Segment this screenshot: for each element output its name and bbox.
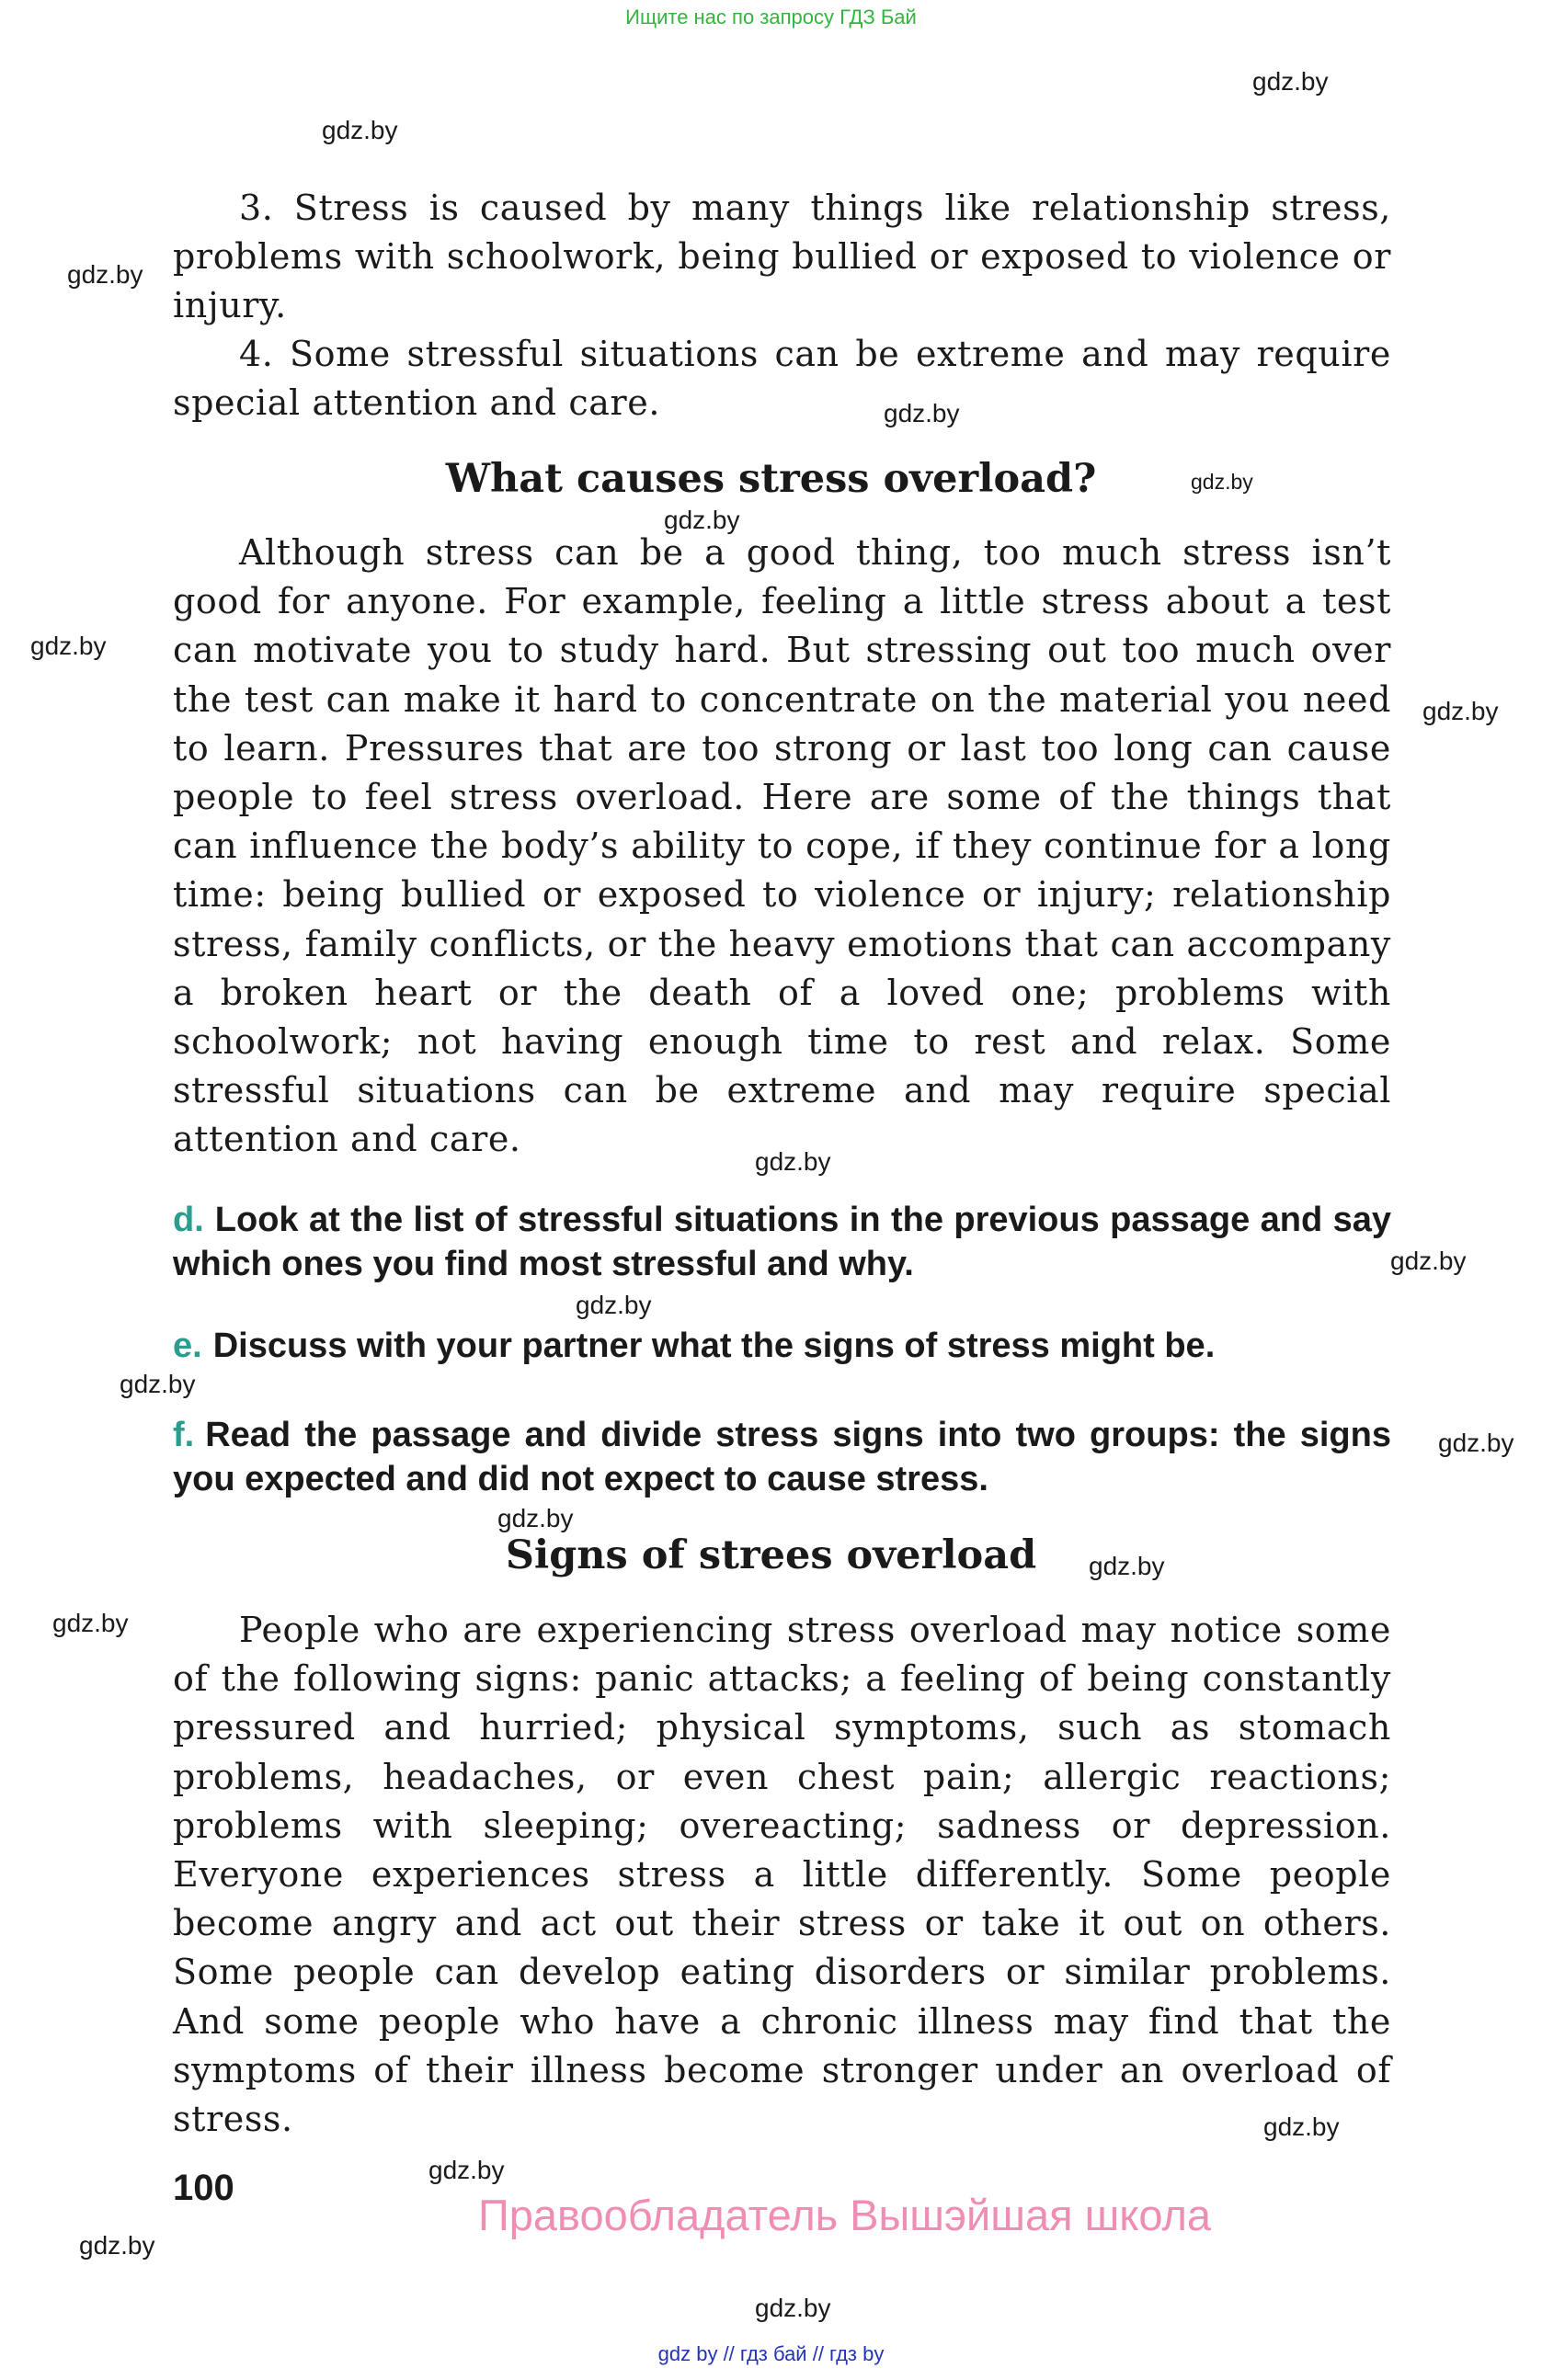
task-f-letter: f. [173, 1416, 195, 1454]
task-d-letter: d. [173, 1201, 204, 1239]
watermark: gdz.by [428, 2156, 505, 2184]
list-item-3: 3. Stress is caused by many things like relationship stress, problems with schoolwork, being bullied or exposed to violence or injury. [173, 188, 1391, 326]
top-banner[interactable]: Ищите нас по запросу ГДЗ Бай [625, 6, 917, 28]
task-f-text: Read the passage and divide stress signs into two groups: the signs you expected and did not expect to cause stress. [173, 1416, 1391, 1498]
watermark: gdz.by [1089, 1552, 1165, 1580]
watermark: gdz.by [576, 1291, 652, 1319]
watermark: gdz.by [67, 260, 143, 289]
section-heading-stress-overload: What causes stress overload? [445, 456, 1097, 502]
watermark: gdz.by [1191, 470, 1253, 494]
watermark: gdz.by [1263, 2112, 1340, 2141]
copyright-notice: Правообладатель Вышэйшая школа [477, 2191, 1212, 2239]
watermark: gdz.by [497, 1504, 574, 1532]
task-f [173, 1413, 1391, 1501]
watermark: gdz.by [1390, 1247, 1467, 1275]
watermark: gdz.by [322, 116, 398, 144]
footer-links[interactable]: gdz by // гдз бай // гдз by [657, 2342, 885, 2365]
section-body-signs: People who are experiencing stress overload may notice some of the following signs: panic attacks; a feeling of being constantly pressured and hurried; physical symptoms, such as stomach problems, headaches, or even chest pain; allergic reactions; problems with sleeping; overeacting; sadness or depression. Everyone experiences stress a little differently. Some people become angry and act out their stress or take it out on others. Some people can develop eating disorders or similar problems. And some people who have a chronic illness may find that the symptoms of their illness become stronger under an overload of stress. [173, 1610, 1391, 2140]
task-e-text: Discuss with your partner what the signs of stress might be. [212, 1327, 1216, 1365]
section-body-stress-overload: Although stress can be a good thing, too much stress isn’t good for anyone. For example, feeling a little stress about a test can motivate you to study hard. But stressing out too much over the test can make it hard to concentrate on the material you need to learn. Pressures that are too strong or last too long can cause people to feel stress overload. Here are some of the things that can influence the body’s ability to cope, if they continue for a long time: being bullied or exposed to violence or injury; relationship stress, family conflicts, or the heavy emotions that can accompany a broken heart or the death of a loved one; problems with schoolwork; not having enough time to rest and relax. Some stressful situations can be extreme and may require special attention and care. [173, 532, 1391, 1160]
list-item-4: 4. Some stressful situations can be extreme and may require special attention and care. [173, 334, 1391, 424]
watermark: gdz.by [120, 1370, 196, 1398]
watermark: gdz.by [30, 632, 107, 660]
watermark: gdz.by [755, 1147, 831, 1176]
task-e [173, 1324, 1391, 1368]
watermark: gdz.by [52, 1609, 129, 1637]
task-d-text: Look at the list of stressful situations in the previous passage and say which ones you find most stressful and why. [173, 1201, 1391, 1283]
watermark: gdz.by [1438, 1429, 1514, 1457]
page-number: 100 [173, 2168, 234, 2208]
watermark: gdz.by [755, 2294, 831, 2322]
section-heading-signs: Signs of strees overload [505, 1532, 1037, 1578]
task-d [173, 1198, 1391, 1286]
task-e-letter: e. [173, 1327, 202, 1365]
watermark: gdz.by [1422, 697, 1499, 725]
watermark: gdz.by [664, 506, 740, 534]
watermark: gdz.by [1252, 67, 1329, 96]
watermark: gdz.by [884, 399, 960, 427]
watermark: gdz.by [79, 2231, 155, 2260]
